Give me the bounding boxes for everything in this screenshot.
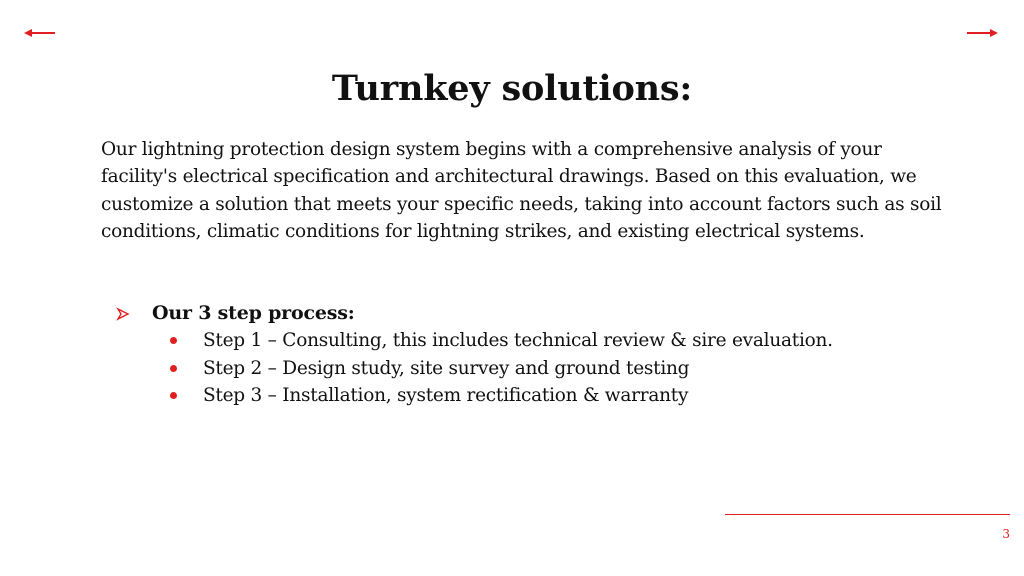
bullet-dot-icon (170, 337, 177, 344)
step-text: Step 1 – Consulting, this includes technical review & sire evaluation. (203, 330, 833, 352)
page-number: 3 (1002, 527, 1010, 541)
arrowhead-bullet-icon (116, 306, 130, 320)
footer-divider (725, 514, 1010, 515)
process-section (116, 299, 916, 410)
step-text: Step 2 – Design study, site survey and ground testing (203, 357, 690, 379)
bullet-dot-icon (170, 365, 177, 372)
bullet-dot-icon (170, 392, 177, 399)
process-header (116, 299, 916, 327)
process-heading: Our 3 step process: (152, 302, 355, 324)
previous-slide-button[interactable] (24, 24, 56, 42)
intro-paragraph: Our lightning protection design system begins with a comprehensive analysis of your facility's electrical specification and architectural drawings. Based on this evaluation, we customize a solution that meets your specific needs, taking into account factors such as soil conditions, climatic conditions for lightning strikes, and existing electrical systems. (101, 139, 942, 242)
next-slide-button[interactable] (966, 24, 998, 42)
list-item (116, 327, 916, 355)
arrow-right-icon (966, 24, 998, 42)
steps-list (116, 327, 916, 410)
slide-title: Turnkey solutions: (331, 68, 693, 109)
list-item (116, 355, 916, 383)
list-item (116, 382, 916, 410)
step-text: Step 3 – Installation, system rectification & warranty (203, 385, 689, 407)
arrow-left-icon (24, 24, 56, 42)
